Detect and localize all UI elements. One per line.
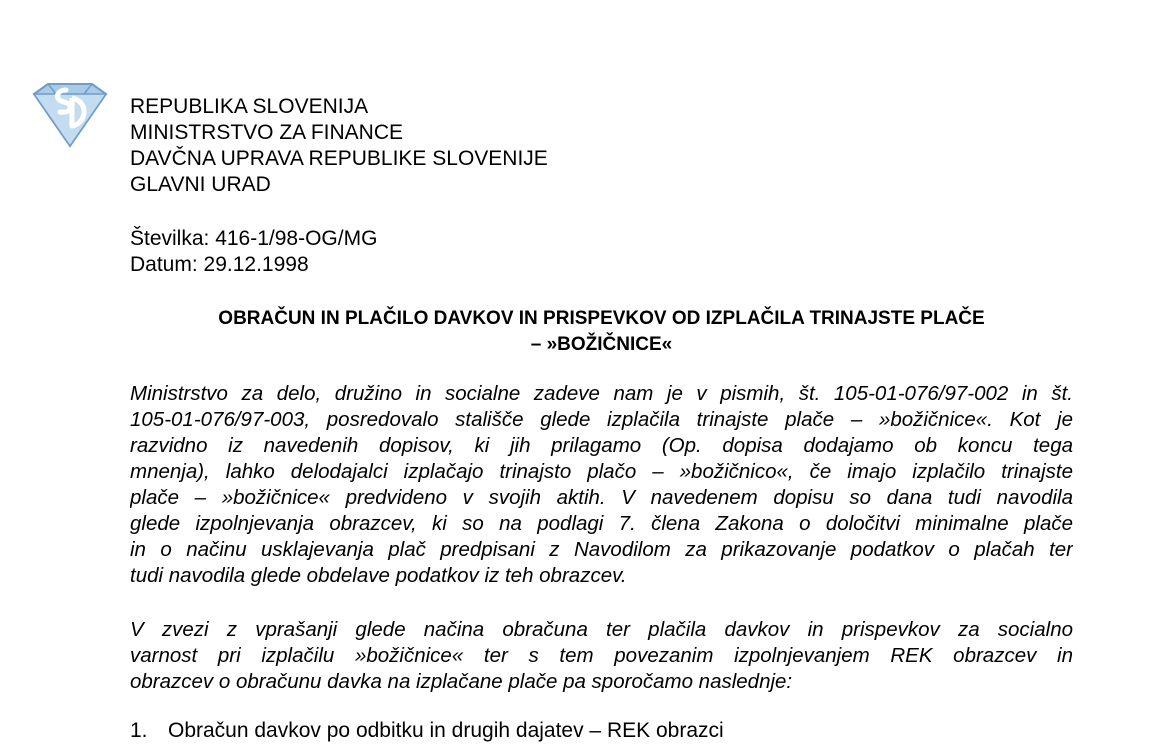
header-office: GLAVNI URAD xyxy=(130,173,271,196)
paragraph-line: plače – »božičnice« predvideno v svojih aktih. V navedenem dopisu so dana tudi navodila xyxy=(130,486,1073,509)
paragraph-line: in o načinu usklajevanja plač predpisani z Navodilom za prikazovanje podatkov o plačah ter xyxy=(130,538,1073,561)
paragraph-line: Ministrstvo za delo, družino in socialne zadeve nam je v pismih, št. 105-01-076/97-002 in št. xyxy=(130,382,1073,405)
paragraph-line: varnost pri izplačilu »božičnice« ter s tem povezanim izpolnjevanjem REK obrazcev in xyxy=(130,644,1073,667)
list-item-text: Obračun davkov po odbitku in drugih dajatev – REK obrazci xyxy=(168,719,724,742)
list-item-number: 1. xyxy=(130,719,148,742)
paragraph-line: obrazcev o obračunu davka na izplačane plače pa sporočamo naslednje: xyxy=(130,670,793,693)
paragraph-line: razvidno iz navedenih dopisov, ki jih prilagamo (Op. dopisa dodajamo ob koncu tega xyxy=(130,434,1073,457)
header-tax-authority: DAVČNA UPRAVA REPUBLIKE SLOVENIJE xyxy=(130,147,548,170)
paragraph-line: tudi navodila glede obdelave podatkov iz teh obrazcev. xyxy=(130,564,627,587)
paragraph-line: glede izpolnjevanja obrazcev, ki so na podlagi 7. člena Zakona o določitvi minimalne plače xyxy=(130,512,1073,535)
paragraph-line: 105-01-076/97-003, posredovalo stališče glede izplačila trinajste plače – »božičnice«. Kot je xyxy=(130,408,1073,431)
document-title-line2: – »BOŽIČNICE« xyxy=(530,334,673,355)
header-republic: REPUBLIKA SLOVENIJA xyxy=(130,95,369,118)
paragraph-1 xyxy=(130,381,1073,589)
document-date: Datum: 29.12.1998 xyxy=(130,253,309,276)
document-title-line1: OBRAČUN IN PLAČILO DAVKOV IN PRISPEVKOV OD IZPLAČILA TRINAJSTE PLAČE xyxy=(218,308,985,329)
header-ministry: MINISTRSTVO ZA FINANCE xyxy=(130,121,404,144)
paragraph-line: V zvezi z vprašanji glede načina obračuna ter plačila davkov in prispevkov za socialno xyxy=(130,618,1073,641)
document-number: Številka: 416-1/98-OG/MG xyxy=(130,227,378,250)
list-item xyxy=(130,718,724,744)
durs-logo-icon xyxy=(28,78,112,150)
paragraph-2 xyxy=(130,617,1073,695)
paragraph-line: mnenja), lahko delodajalci izplačajo trinajsto plačo – »božičnico«, če imajo izplačilo trinajste xyxy=(130,460,1073,483)
